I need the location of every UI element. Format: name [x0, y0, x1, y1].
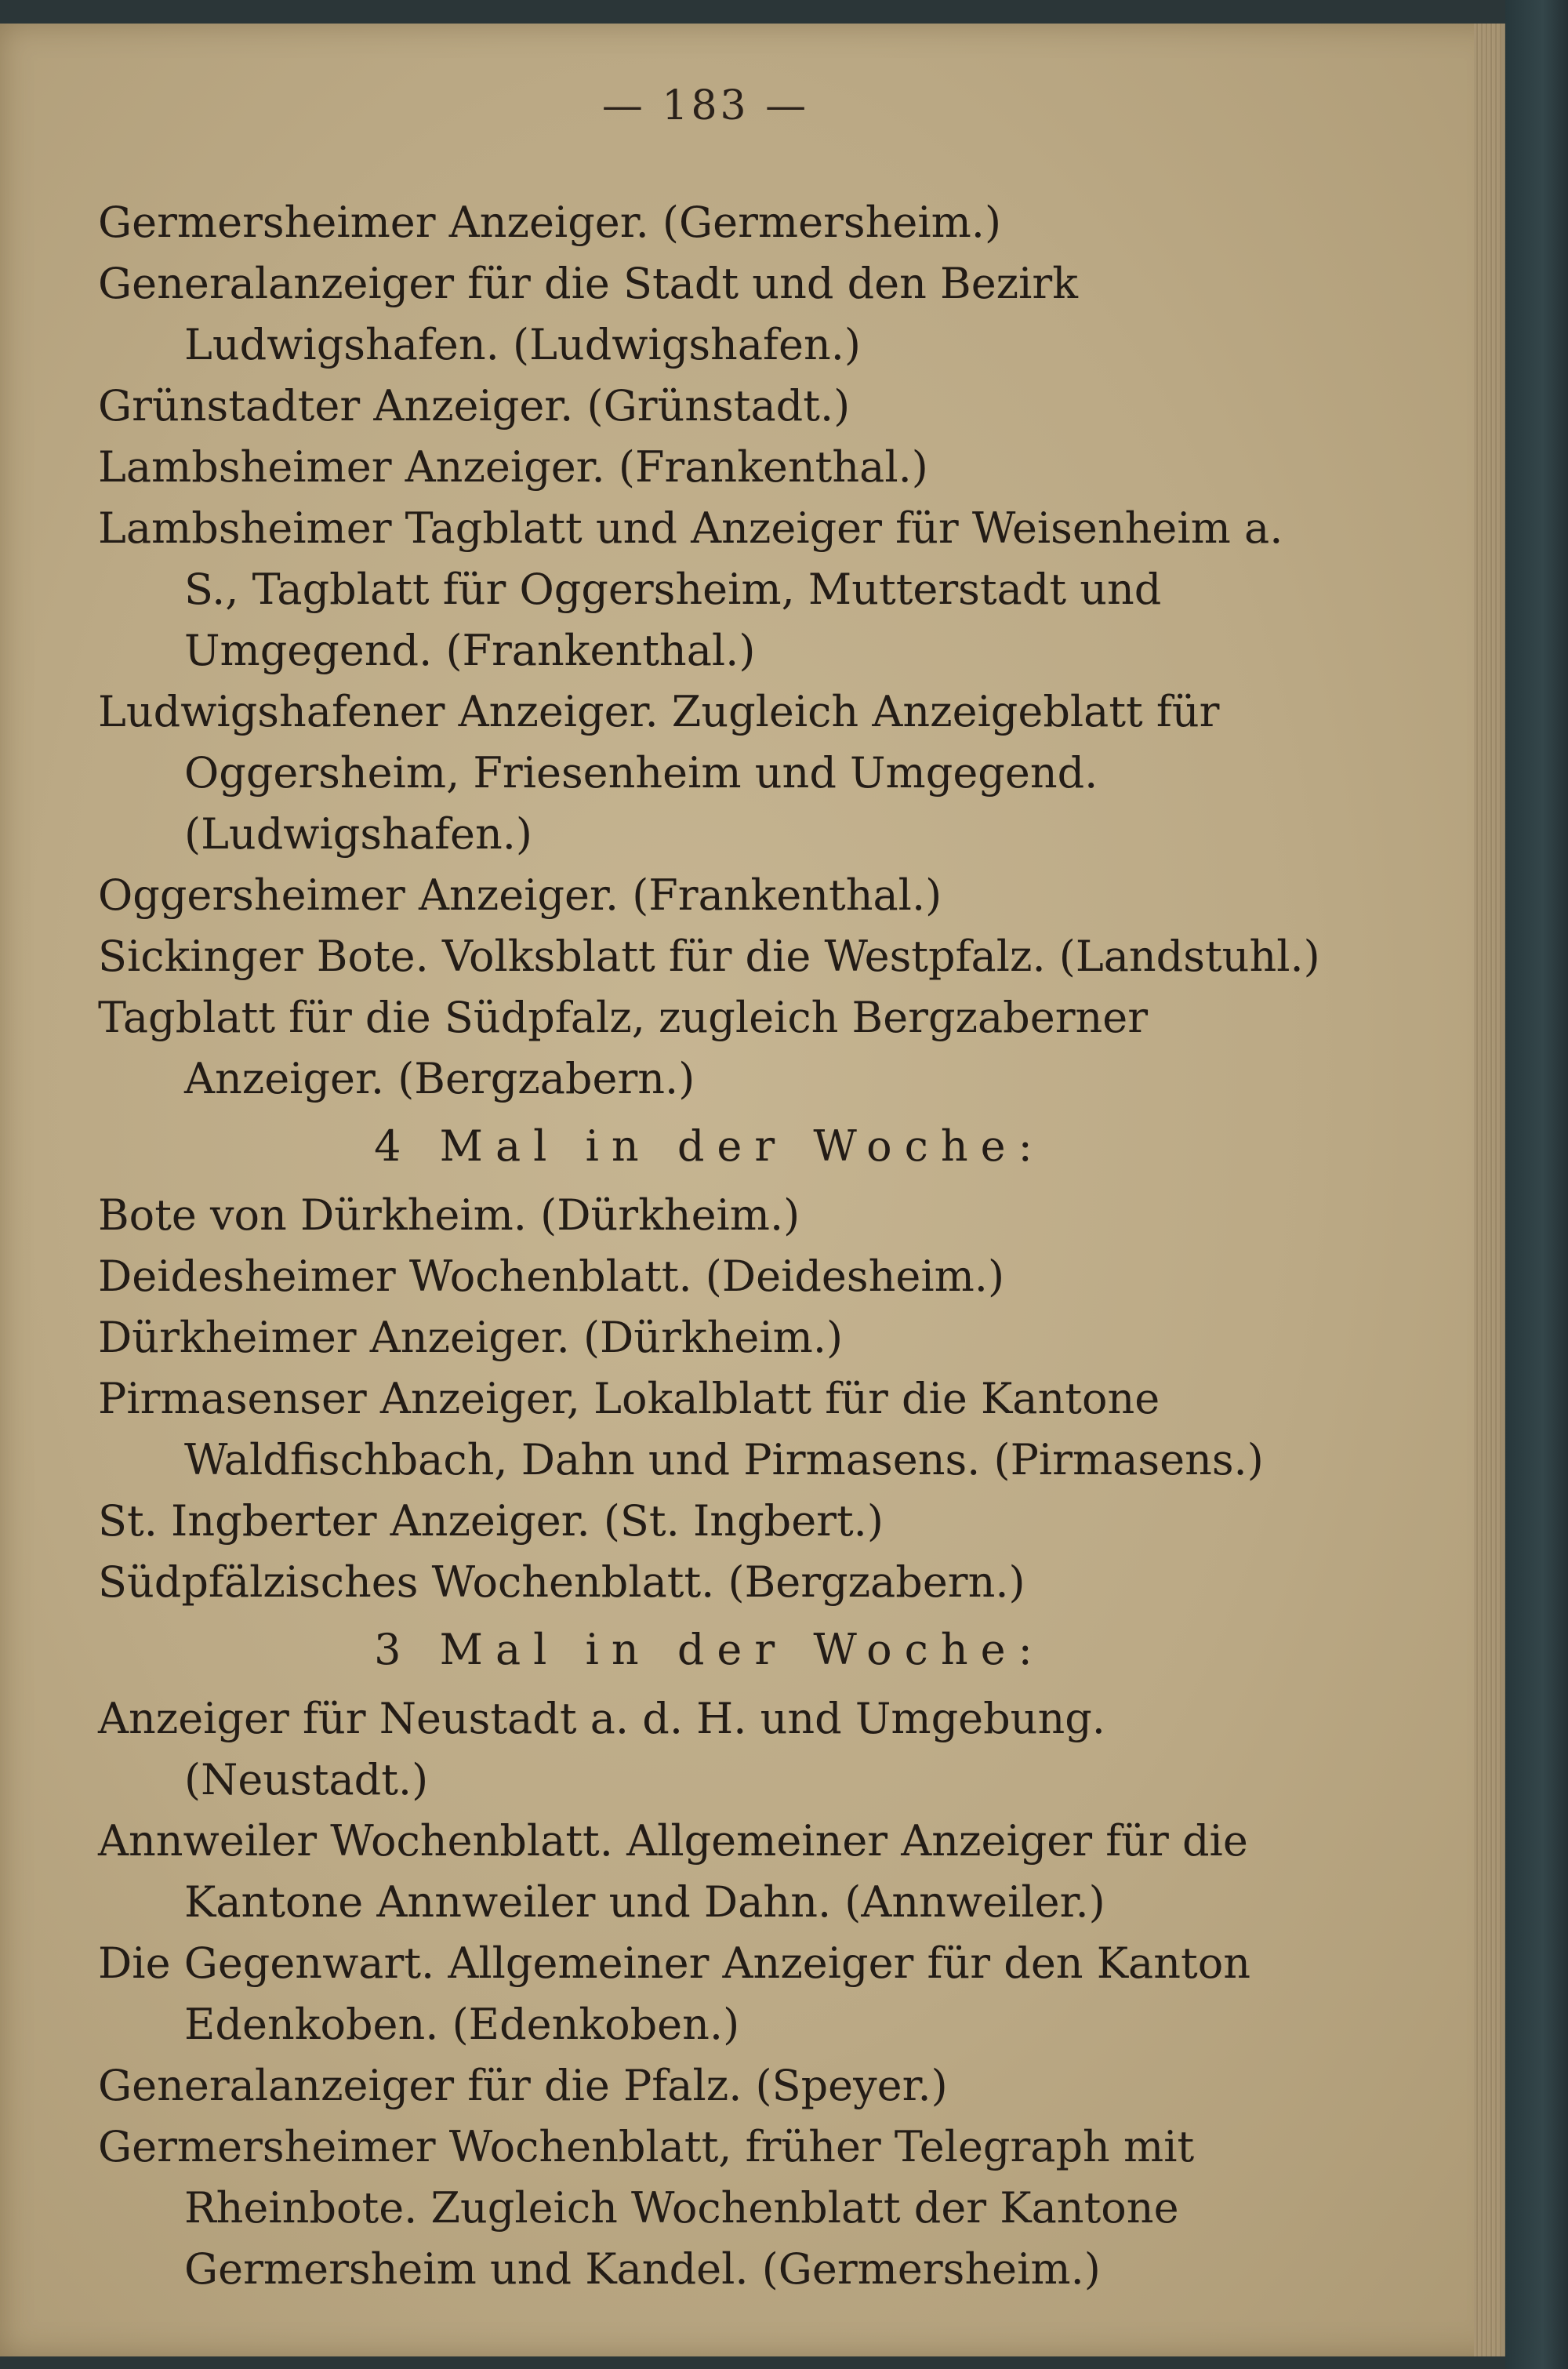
- list-item: Grünstadter Anzeiger. (Grünstadt.): [98, 381, 851, 431]
- list-item: Oggersheimer Anzeiger. (Frankenthal.): [98, 870, 942, 920]
- list-item: Ludwigshafener Anzeiger. Zugleich Anzeigeblatt für Oggersheim, Friesenheim und Umgegend. (Ludwigshafen.): [98, 687, 1220, 859]
- page-text: [98, 192, 1321, 2300]
- list-item: Sickinger Bote. Volksblatt für die Westpfalz. (Landstuhl.): [98, 932, 1320, 981]
- section-heading: 3 Mal in der Woche:: [374, 1625, 1045, 1674]
- list-item: Dürkheimer Anzeiger. (Dürkheim.): [98, 1313, 844, 1362]
- list-item: Generalanzeiger für die Pfalz. (Speyer.): [98, 2061, 948, 2110]
- page-stack-edges: [1474, 24, 1505, 2356]
- list-item: Tagblatt für die Südpfalz, zugleich Bergzaberner Anzeiger. (Bergzabern.): [98, 993, 1149, 1103]
- list-item: Generalanzeiger für die Stadt und den Bezirk Ludwigshafen. (Ludwigshafen.): [98, 259, 1078, 369]
- list-item: Lambsheimer Tagblatt und Anzeiger für Weisenheim a. S., Tagblatt für Oggersheim, Mutterstadt und Umgegend. (Frankenthal.): [98, 503, 1283, 675]
- list-item: Südpfälzisches Wochenblatt. (Bergzabern.): [98, 1557, 1025, 1607]
- list-item: Annweiler Wochenblatt. Allgemeiner Anzeiger für die Kantone Annweiler und Dahn. (Annweiler.): [98, 1816, 1248, 1927]
- page-number: — 183 —: [601, 82, 810, 129]
- list-item: Bote von Dürkheim. (Dürkheim.): [98, 1190, 800, 1240]
- list-item: Deidesheimer Wochenblatt. (Deidesheim.): [98, 1252, 1005, 1301]
- list-item: Anzeiger für Neustadt a. d. H. und Umgebung. (Neustadt.): [98, 1694, 1105, 1804]
- list-item: Germersheimer Anzeiger. (Germersheim.): [98, 198, 1002, 247]
- list-item: Lambsheimer Anzeiger. (Frankenthal.): [98, 442, 928, 492]
- list-item: Die Gegenwart. Allgemeiner Anzeiger für den Kanton Edenkoben. (Edenkoben.): [98, 1938, 1251, 2049]
- list-item: St. Ingberter Anzeiger. (St. Ingbert.): [98, 1496, 884, 1546]
- section-heading: 4 Mal in der Woche:: [374, 1121, 1045, 1171]
- book-cover-edge: [1505, 0, 1568, 2369]
- list-item: Germersheimer Wochenblatt, früher Telegraph mit Rheinbote. Zugleich Wochenblatt der Kantone Germersheim und Kandel. (Germersheim.): [98, 2122, 1195, 2294]
- list-item: Pirmasenser Anzeiger, Lokalblatt für die Kantone Waldfischbach, Dahn und Pirmasens. (Pirmasens.): [98, 1374, 1264, 1484]
